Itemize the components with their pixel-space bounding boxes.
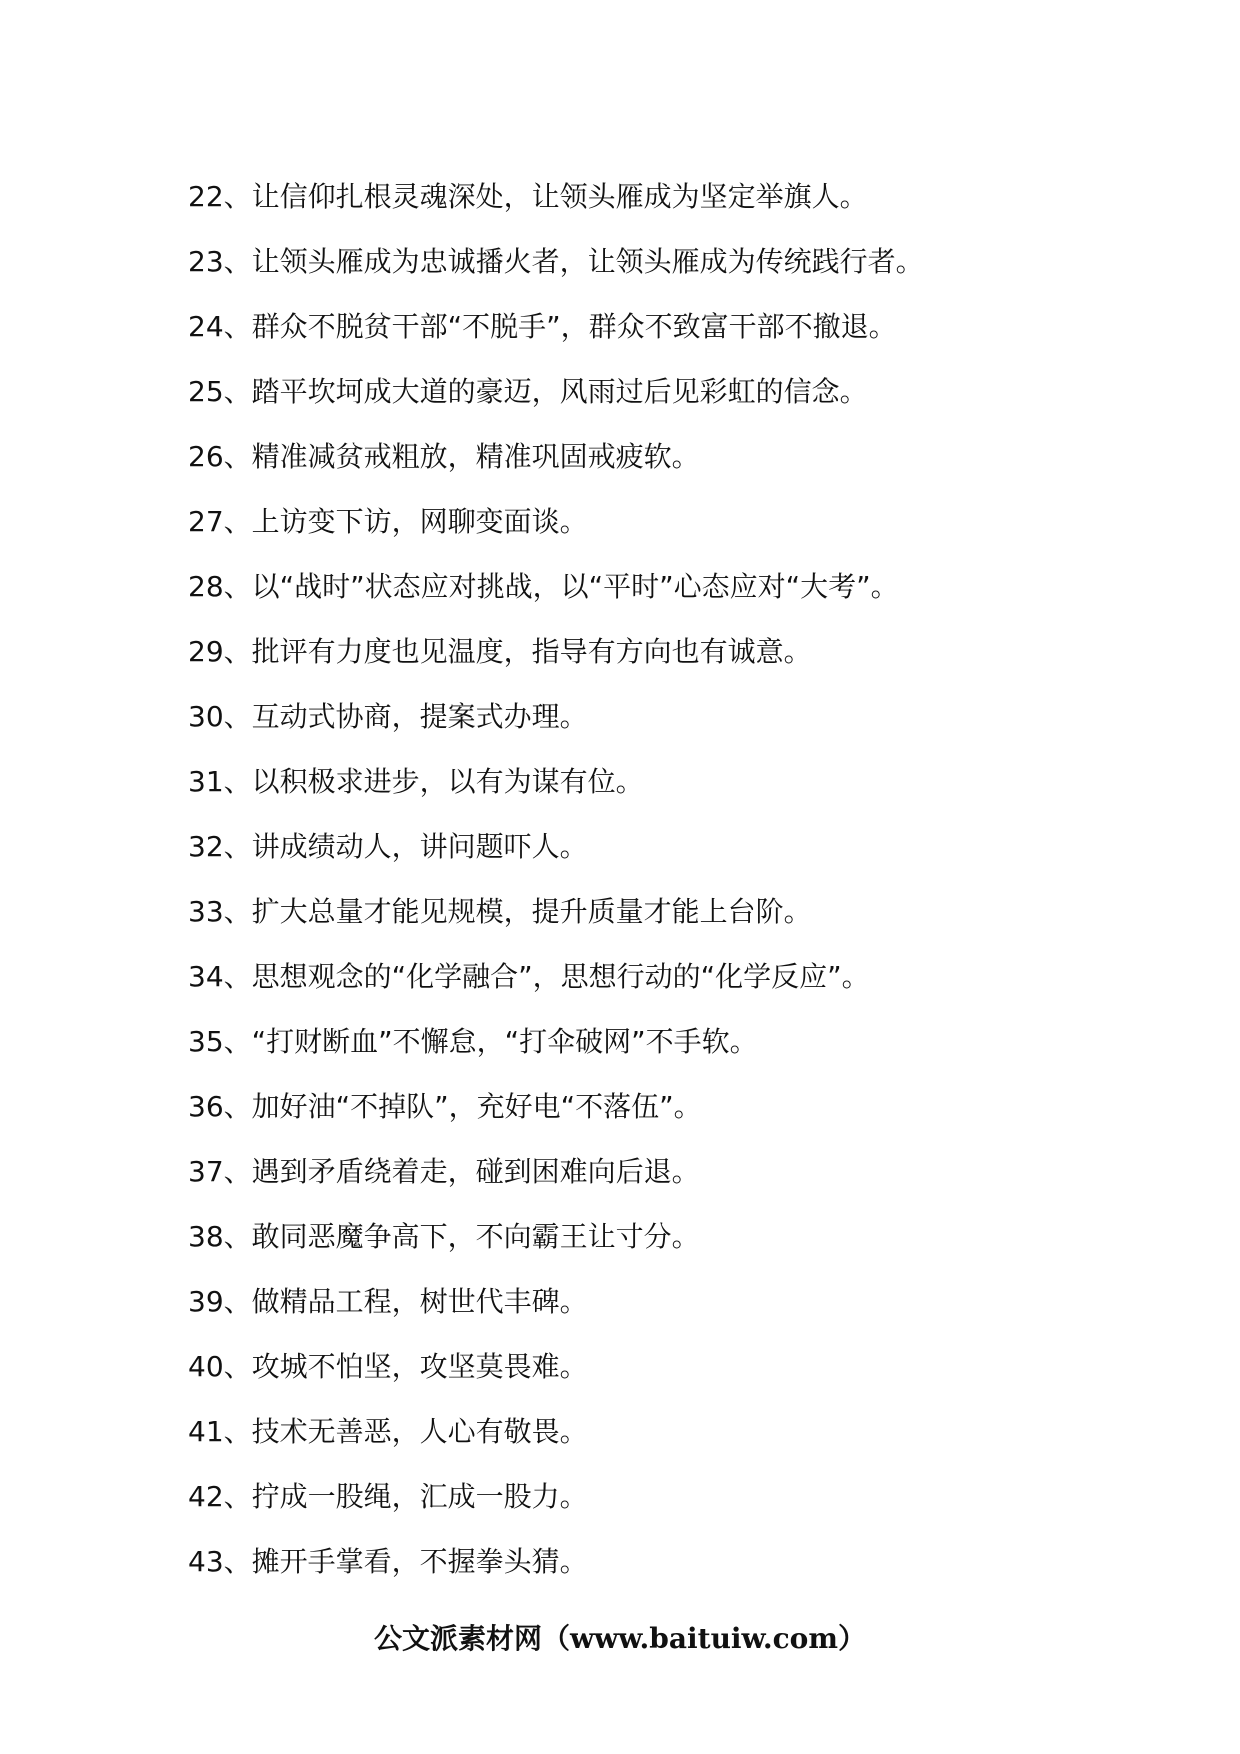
list-item: 28、以“战时”状态应对挑战，以“平时”心态应对“大考”。 xyxy=(188,570,899,603)
list-item: 33、扩大总量才能见规模，提升质量才能上台阶。 xyxy=(188,895,812,928)
list-item: 38、敢同恶魔争高下，不向霸王让寸分。 xyxy=(188,1220,700,1253)
list-item: 43、摊开手掌看，不握拳头猜。 xyxy=(188,1545,588,1578)
list-item: 23、让领头雁成为忠诚播火者，让领头雁成为传统践行者。 xyxy=(188,245,924,278)
list-item: 41、技术无善恶，人心有敬畏。 xyxy=(188,1415,588,1448)
list-item: 29、批评有力度也见温度，指导有方向也有诚意。 xyxy=(188,635,812,668)
list-item: 35、“打财断血”不懈怠，“打伞破网”不手软。 xyxy=(188,1025,758,1058)
list-item: 24、群众不脱贫干部“不脱手”，群众不致富干部不撤退。 xyxy=(188,310,897,343)
list-item: 34、思想观念的“化学融合”，思想行动的“化学反应”。 xyxy=(188,960,870,993)
page-footer: 公文派素材网（www.baituiw.com） xyxy=(374,1622,866,1655)
slogan-list xyxy=(188,172,1148,1602)
list-item: 25、踏平坎坷成大道的豪迈，风雨过后见彩虹的信念。 xyxy=(188,375,868,408)
list-item: 27、上访变下访，网聊变面谈。 xyxy=(188,505,588,538)
list-item: 32、讲成绩动人，讲问题吓人。 xyxy=(188,830,588,863)
list-item: 42、拧成一股绳，汇成一股力。 xyxy=(188,1480,588,1513)
list-item: 26、精准减贫戒粗放，精准巩固戒疲软。 xyxy=(188,440,700,473)
list-item: 31、以积极求进步，以有为谋有位。 xyxy=(188,765,644,798)
list-item: 36、加好油“不掉队”，充好电“不落伍”。 xyxy=(188,1090,702,1123)
list-item: 30、互动式协商，提案式办理。 xyxy=(188,700,588,733)
list-item: 39、做精品工程，树世代丰碑。 xyxy=(188,1285,588,1318)
list-item: 37、遇到矛盾绕着走，碰到困难向后退。 xyxy=(188,1155,700,1188)
list-item: 40、攻城不怕坚，攻坚莫畏难。 xyxy=(188,1350,588,1383)
list-item: 22、让信仰扎根灵魂深处，让领头雁成为坚定举旗人。 xyxy=(188,180,868,213)
